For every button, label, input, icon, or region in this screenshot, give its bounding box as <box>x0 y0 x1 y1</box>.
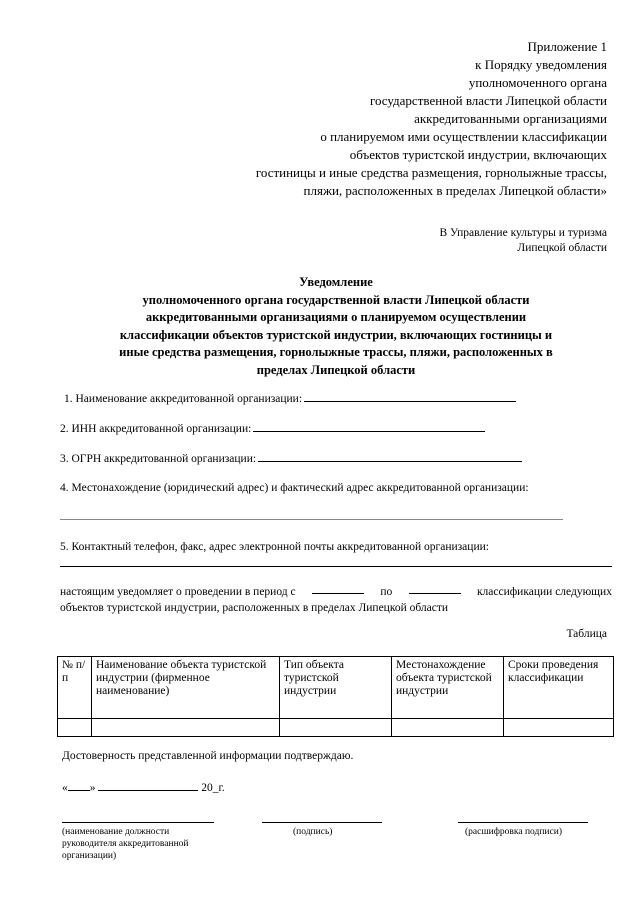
appendix-line: аккредитованными организациями <box>414 111 607 126</box>
appendix-line: о планируемом ими осуществлении классификации <box>320 129 607 144</box>
document-title <box>60 274 612 379</box>
table-header-cell: Наименование объекта туристской индустрии (фирменное наименование) <box>92 657 280 719</box>
field-label: 1. Наименование аккредитованной организации: <box>64 393 303 405</box>
table-cell[interactable] <box>58 719 92 737</box>
appendix-header <box>256 38 607 200</box>
decode-signature-line[interactable] <box>458 822 588 823</box>
recipient-block <box>439 226 607 256</box>
confirmation-text: Достоверность представленной информации подтверждаю. <box>62 750 354 762</box>
table-header-row <box>58 657 614 719</box>
address-blank-line[interactable] <box>60 519 563 520</box>
table-header-cell: Сроки проведения классификации <box>504 657 614 719</box>
table-header-cell: Тип объекта туристской индустрии <box>280 657 392 719</box>
appendix-line: пляжи, расположенных в пределах Липецкой области» <box>303 183 607 198</box>
field-address <box>60 481 529 495</box>
notice-text: объектов туристской индустрии, расположенных в пределах Липецкой области <box>60 602 449 614</box>
table-cell[interactable] <box>504 719 614 737</box>
table-header-cell: № п/п <box>58 657 92 719</box>
table-caption: Таблица <box>566 628 607 640</box>
month-blank[interactable] <box>98 781 198 791</box>
notice-paragraph <box>60 584 612 616</box>
field-label: 5. Контактный телефон, факс, адрес электронной почты аккредитованной организации: <box>60 541 489 553</box>
decode-label: (расшифровка подписи) <box>465 827 562 837</box>
table-cell[interactable] <box>92 719 280 737</box>
position-label-line: руководителя аккредитованной <box>62 839 189 849</box>
table-cell[interactable] <box>392 719 504 737</box>
inn-blank[interactable] <box>253 421 485 432</box>
objects-table <box>57 656 614 737</box>
notice-text: настоящим уведомляет о проведении в период с <box>60 586 296 598</box>
table-row <box>58 719 614 737</box>
field-org-name <box>64 391 516 406</box>
title-line: Уведомление <box>299 275 373 289</box>
field-contacts <box>60 540 489 554</box>
appendix-line: уполномоченного органа <box>468 75 607 90</box>
appendix-line: к Порядку уведомления <box>475 57 607 72</box>
field-label: 3. ОГРН аккредитованной организации: <box>60 453 257 465</box>
contacts-blank-line[interactable] <box>60 566 612 567</box>
ogrn-blank[interactable] <box>258 451 522 462</box>
field-inn <box>60 421 485 436</box>
year-label: 20_г. <box>201 782 225 794</box>
position-label-line: (наименование должности <box>62 827 170 837</box>
title-line: пределах Липецкой области <box>256 362 416 377</box>
field-label: 2. ИНН аккредитованной организации: <box>60 423 252 435</box>
table-header-cell: Местонахождение объекта туристской индустрии <box>392 657 504 719</box>
appendix-line: государственной власти Липецкой области <box>369 93 607 108</box>
day-blank[interactable] <box>68 781 90 791</box>
appendix-line: Приложение 1 <box>527 39 607 54</box>
notice-text: классификации следующих <box>476 586 612 598</box>
signature-line[interactable] <box>262 822 382 823</box>
org-name-blank[interactable] <box>304 391 516 402</box>
date-quote: » <box>89 782 96 794</box>
date-line <box>62 781 225 794</box>
position-label <box>62 826 189 862</box>
title-line: аккредитованными организациями о планируемом осуществлении <box>145 310 527 324</box>
field-ogrn <box>60 451 522 466</box>
recipient-line: Липецкой области <box>517 242 607 254</box>
title-line: уполномоченного органа государственной власти Липецкой области <box>142 292 530 307</box>
title-line: классификации объектов туристской индустрии, включающих гостиницы и <box>119 327 553 342</box>
signature-label: (подпись) <box>293 827 333 837</box>
appendix-line: объектов туристской индустрии, включающих <box>349 147 607 162</box>
field-label: 4. Местонахождение (юридический адрес) и фактический адрес аккредитованной организации: <box>60 482 529 494</box>
position-label-line: организации) <box>62 851 117 861</box>
table-cell[interactable] <box>280 719 392 737</box>
date-quote: « <box>62 782 68 794</box>
period-end-blank[interactable] <box>409 584 461 594</box>
position-signature-line[interactable] <box>62 822 214 823</box>
period-start-blank[interactable] <box>312 584 364 594</box>
notice-text: по <box>380 586 393 598</box>
title-line: иные средства размещения, горнолыжные трассы, пляжи, расположенных в <box>119 345 553 359</box>
appendix-line: гостиницы и иные средства размещения, горнолыжные трассы, <box>255 165 607 180</box>
recipient-line: В Управление культуры и туризма <box>439 227 607 239</box>
